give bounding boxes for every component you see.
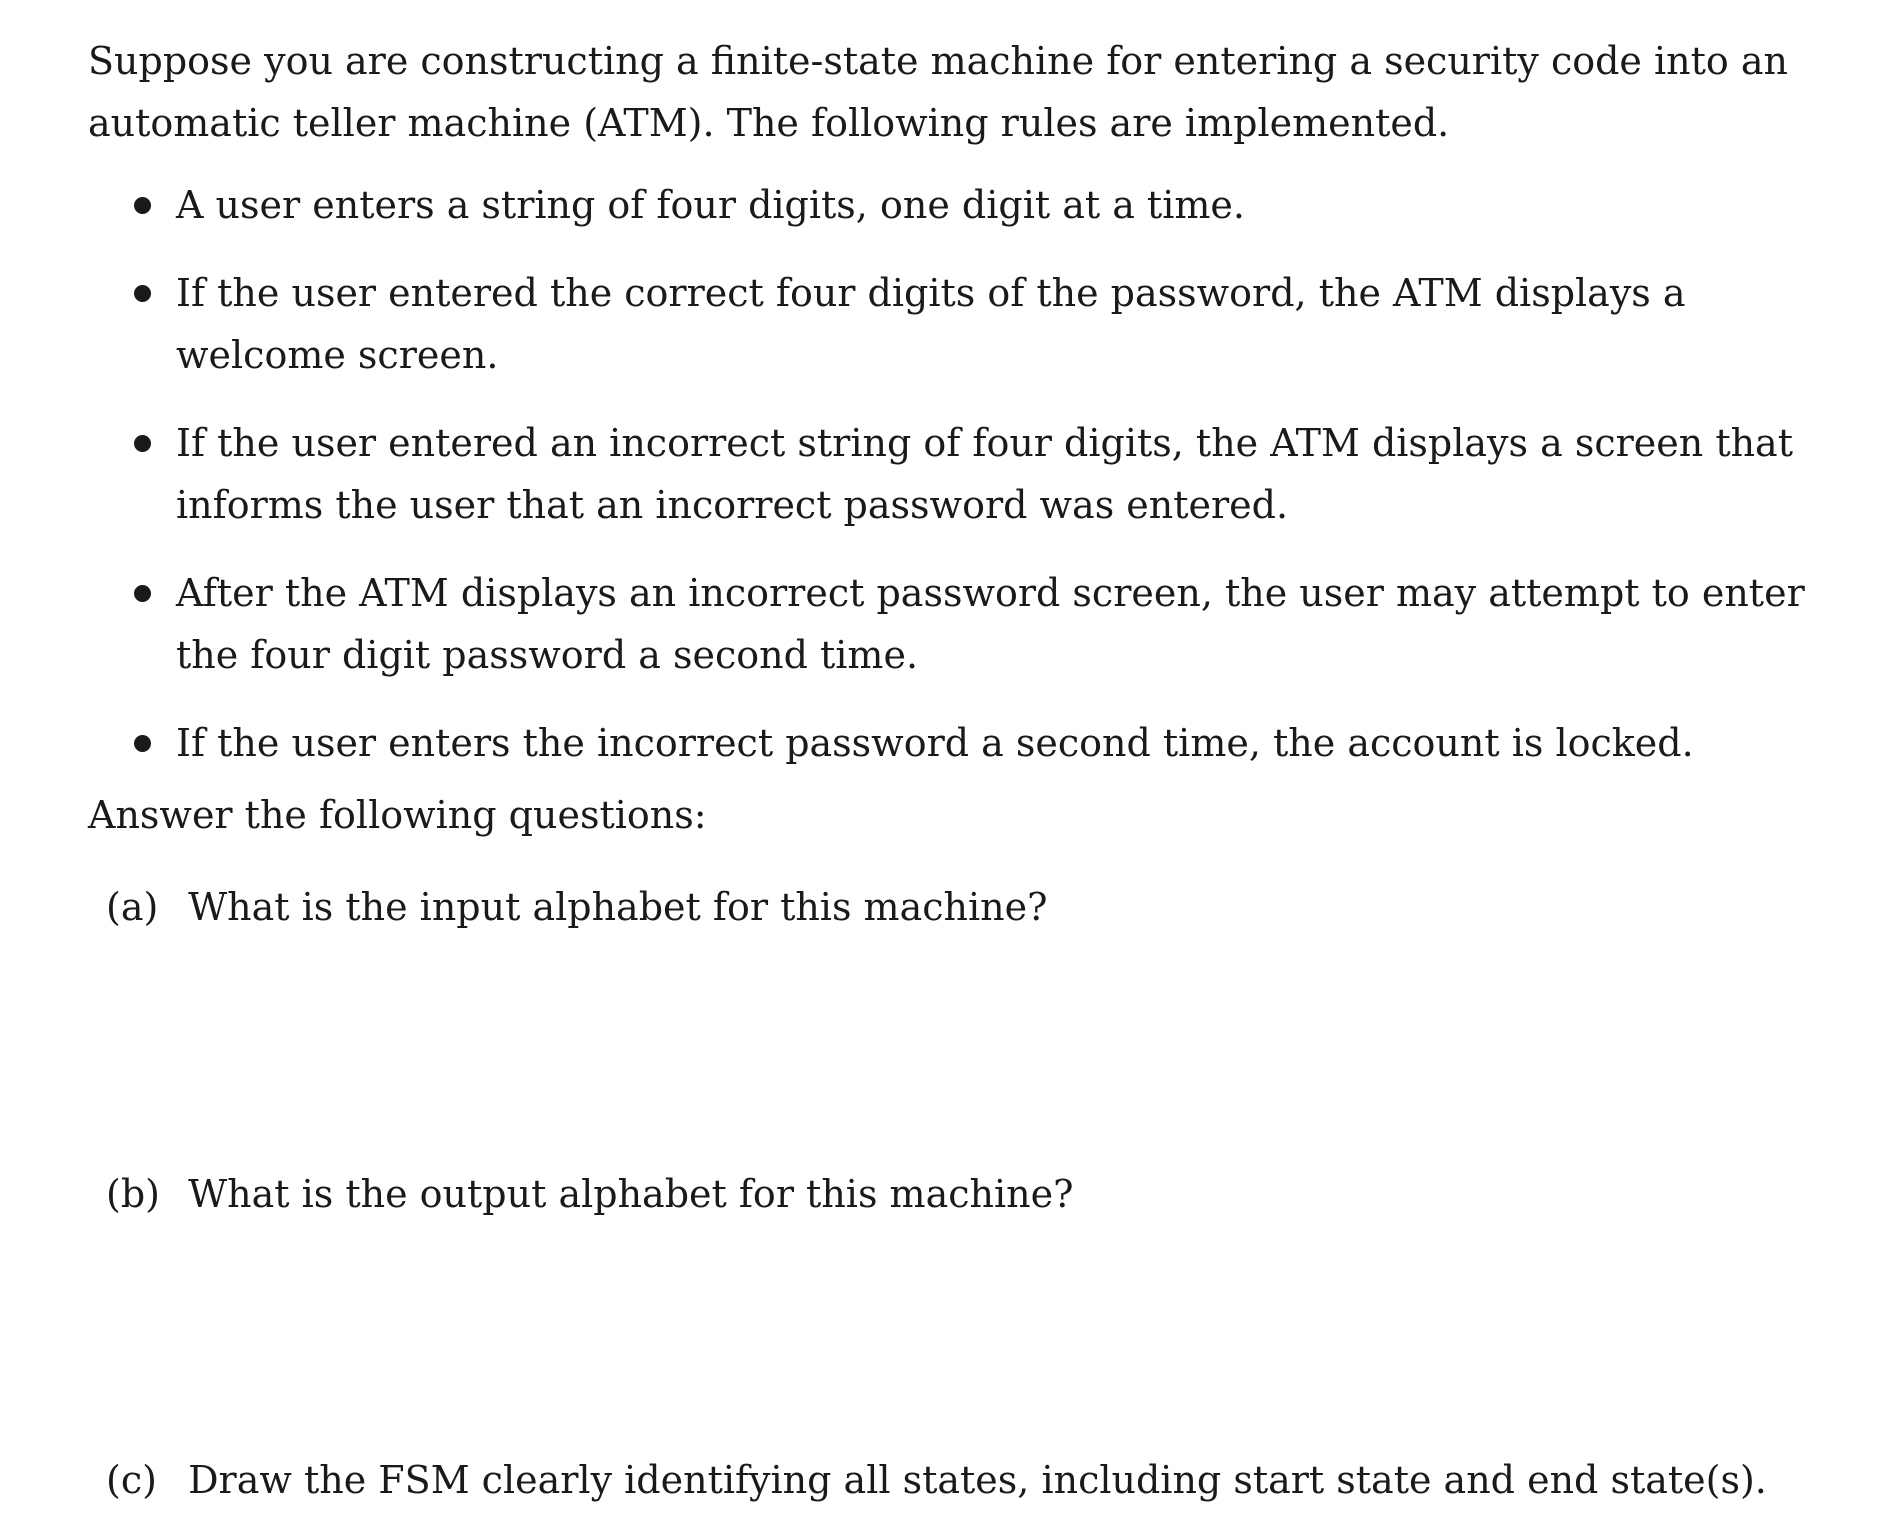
rule-item (130, 712, 1830, 774)
question-label: (a) (106, 885, 159, 929)
question-c (106, 1449, 1767, 1511)
bullet-icon (134, 435, 151, 452)
question-text: What is the output alphabet for this machine? (188, 1172, 1074, 1216)
question-text: What is the input alphabet for this machine? (188, 885, 1048, 929)
rule-text: If the user entered the correct four digits of the password, the ATM displays a welcome screen. (176, 271, 1686, 377)
question-a (106, 876, 1047, 938)
rule-item (130, 562, 1830, 686)
question-text: Draw the FSM clearly identifying all states, including start state and end state(s). (188, 1458, 1767, 1502)
bullet-icon (134, 285, 151, 302)
rules-list (130, 174, 1830, 800)
bullet-icon (134, 197, 151, 214)
question-label: (b) (106, 1172, 160, 1216)
question-label: (c) (106, 1458, 157, 1502)
bullet-icon (134, 585, 151, 602)
rule-item (130, 412, 1830, 536)
questions-prompt: Answer the following questions: (88, 793, 707, 837)
rule-item (130, 174, 1830, 236)
rule-item (130, 262, 1830, 386)
rule-text: If the user enters the incorrect password a second time, the account is locked. (176, 721, 1694, 765)
question-b (106, 1163, 1073, 1225)
rule-text: A user enters a string of four digits, one digit at a time. (176, 183, 1245, 227)
bullet-icon (134, 735, 151, 752)
rule-text: After the ATM displays an incorrect password screen, the user may attempt to enter the four digit password a second time. (176, 571, 1805, 677)
intro-paragraph: Suppose you are constructing a finite-state machine for entering a security code into an automatic teller machine (ATM). The following rules are implemented. (88, 39, 1788, 145)
rule-text: If the user entered an incorrect string of four digits, the ATM displays a screen that informs the user that an incorrect password was entered. (176, 421, 1793, 527)
answer-space-a[interactable] (106, 950, 1806, 1180)
answer-space-b[interactable] (106, 1237, 1806, 1457)
